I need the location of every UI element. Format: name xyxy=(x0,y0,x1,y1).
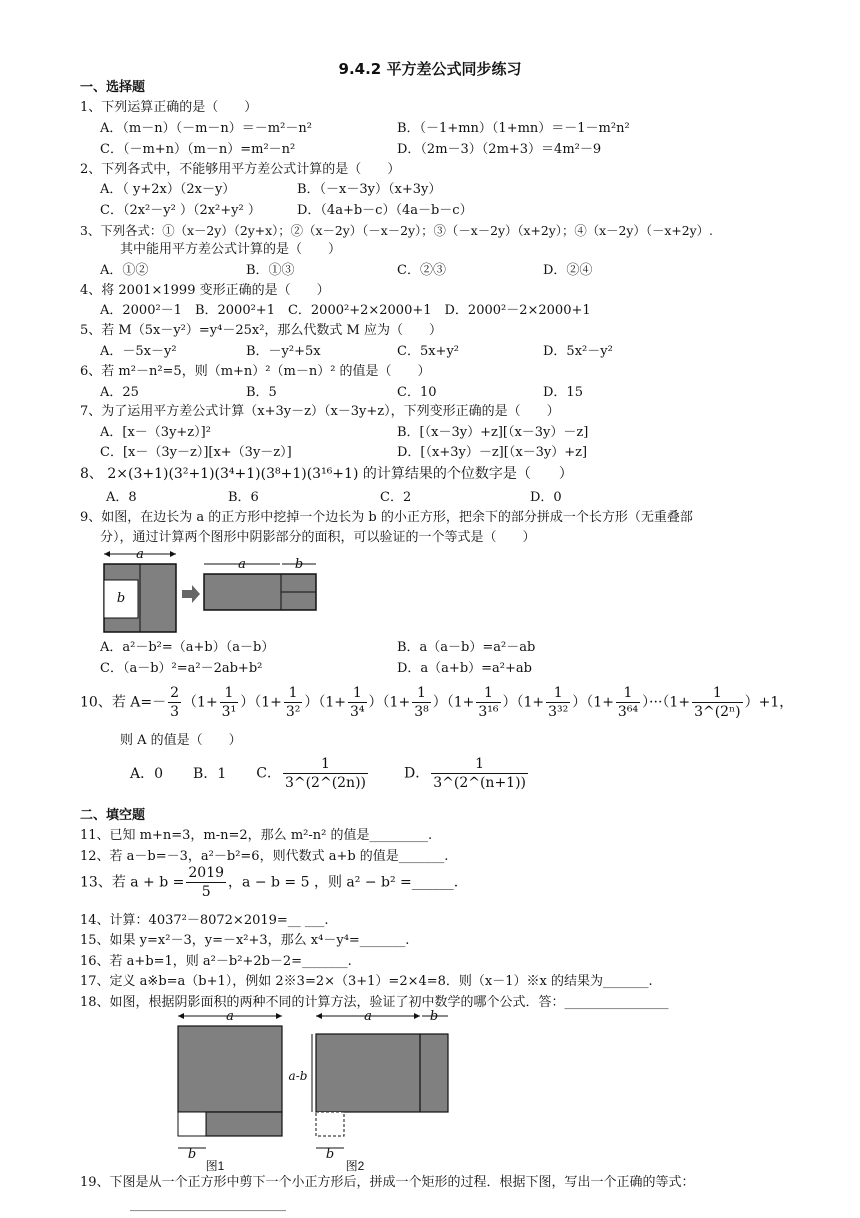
q10-factor-4 xyxy=(412,684,431,721)
q7-option-c: C．[x－（3y－z）][x+（3y－z）] xyxy=(100,445,292,460)
q9-arrow-icon xyxy=(182,585,200,603)
q3-stem: 3、下列各式：①（x－2y）（2y+x）；②（x－2y）（－x－2y）；③（－x－2y）（x+2y）；④（x－2y）（－x+2y）. xyxy=(80,223,713,238)
q10-factor-4-pre: （1+ xyxy=(382,694,411,711)
q9-figure xyxy=(100,546,320,636)
q6-option-c: C．10 xyxy=(397,385,437,400)
q1-option-b: B．（－1+mn）（1+mn）＝－1－m²n² xyxy=(397,121,630,136)
q10-factor-7-pre: （1+ xyxy=(586,694,614,711)
q10-factor-5 xyxy=(476,684,500,721)
q6-option-d: D．15 xyxy=(543,385,583,400)
q6-stem: 6、若 m²－n²=5，则（m+n）²（m－n）² 的值是（ ） xyxy=(80,364,431,379)
q10-factor-2-num: 1 xyxy=(284,684,303,703)
q10-option-d-frac xyxy=(431,755,528,792)
q5-option-a: A．－5x－y² xyxy=(100,344,177,359)
q3-option-d: D．②④ xyxy=(543,263,593,278)
q10-option-c-frac xyxy=(283,755,368,792)
q10-option-c-num: 1 xyxy=(283,755,368,774)
q9-stem-2: 分），通过计算两个图形中阴影部分的面积，可以验证的一个等式是（ ） xyxy=(100,530,536,545)
q10-factor-7-post: ）··· xyxy=(642,694,663,711)
q5-stem: 5、若 M（5x－y²）=y⁴－25x²，那么代数式 M 应为（ ） xyxy=(80,323,442,338)
q10-option-a: A．0 xyxy=(130,765,164,782)
q2-option-b: B．（－x－3y）（x+3y） xyxy=(297,182,442,197)
q14-stem: 14、计算：4037²－8072×2019=__ ___. xyxy=(80,913,329,928)
q18-fig1-cut xyxy=(178,1112,206,1136)
q8-option-a: A．8 xyxy=(106,490,137,505)
q10-factor-2 xyxy=(284,684,303,721)
q10-factor-6-post: ） xyxy=(572,694,587,711)
q10-option-c-den: 3^(2^(2n)) xyxy=(284,775,366,791)
q1-option-a: A．（m－n）（－m－n）＝－m²－n² xyxy=(100,121,312,136)
q10-factor-7 xyxy=(616,684,640,721)
q10-factor-3-num: 1 xyxy=(348,684,367,703)
q10-factor-6-pre: （1+ xyxy=(516,694,545,711)
q18-fig1-bottom-shade xyxy=(206,1112,282,1136)
q10-factor-8 xyxy=(692,684,743,721)
q10-factor-4-post: ） xyxy=(432,694,447,711)
q2-option-d: D．（4a+b－c）（4a－b－c） xyxy=(297,203,473,218)
q11-stem: 11、已知 m+n=3，m-n=2，那么 m²-n² 的值是_________. xyxy=(80,828,433,843)
q10-options xyxy=(130,755,530,792)
q10-f0-den: 3 xyxy=(170,704,180,720)
q10-factor-1-post: ） xyxy=(240,694,255,711)
q4-stem: 4、将 2001×1999 变形正确的是（ ） xyxy=(80,283,330,298)
q9-option-a: A．a²－b²=（a+b）（a－b） xyxy=(100,640,275,655)
q9-rect-label-b: b xyxy=(294,557,304,572)
q10-factor-8-pre: （1+ xyxy=(662,694,691,711)
q5-option-b: B．－y²+5x xyxy=(246,344,321,359)
q10-factor-2-pre: （1+ xyxy=(254,694,282,711)
q9-option-b: B．a（a－b）=a²－ab xyxy=(397,640,536,655)
q13-rest: ，a − b = 5 ，则 a² − b² =______. xyxy=(228,874,459,891)
q3-stem-2: 其中能用平方差公式计算的是（ ） xyxy=(120,242,342,257)
q18-fig1-label-a: a xyxy=(226,1009,234,1024)
q10-factor-4-num: 1 xyxy=(412,684,431,703)
q10-factor-8-num: 1 xyxy=(692,684,743,703)
q19-blank: ________________________ xyxy=(130,1197,286,1212)
q10-factor-6-den: 3³² xyxy=(548,704,569,720)
q3-option-b: B．①③ xyxy=(246,263,295,278)
q6-option-a: A．25 xyxy=(100,385,139,400)
q10-factor-5-den: 3¹⁶ xyxy=(478,704,499,720)
q2-option-a: A．（ y+2x）（2x－y） xyxy=(100,182,236,197)
q9-dim-arrow-right xyxy=(170,551,176,557)
q10-lead: 10、若 A=－ xyxy=(80,694,167,711)
q10-factor-4-den: 3⁸ xyxy=(414,704,429,720)
q10-f0-num: 2 xyxy=(170,685,180,701)
q8-option-b: B．6 xyxy=(228,490,259,505)
q3-option-c: C．②③ xyxy=(397,263,446,278)
q10-option-d-num: 1 xyxy=(431,755,528,774)
q19-stem: 19、下图是从一个正方形中剪下一个小正方形后，拼成一个矩形的过程．根据下图，写出一个正确的等式： xyxy=(80,1175,695,1190)
q10-option-d-den: 3^(2^(n+1)) xyxy=(433,775,527,791)
q13-lead: 13、若 a + b = xyxy=(80,874,185,891)
q7-option-b: B．[（x－3y）+z][（x－3y）－z] xyxy=(397,425,589,440)
q8-stem: 8、 2×(3+1)(3²+1)(3⁴+1)(3⁸+1)(3¹⁶+1) 的计算结果的个位数字是（ ） xyxy=(80,466,573,482)
q13-den: 5 xyxy=(201,884,211,900)
q2-option-c: C．（2x²－y² ）（2x²+y² ） xyxy=(100,203,261,218)
q5-option-c: C．5x+y² xyxy=(397,344,459,359)
q4-options: A．2000²－1 B．2000²+1 C．2000²+2×2000+1 D．2000²－2×2000+1 xyxy=(100,303,591,318)
q18-fig1-caption: 图1 xyxy=(205,1159,225,1172)
q10-factor-7-num: 1 xyxy=(616,684,640,703)
q18-fig2-label-b: b xyxy=(429,1009,439,1024)
q10-factor-6 xyxy=(546,684,570,721)
q17-stem: 17、定义 a※b=a（b+1），例如 2※3=2×（3+1）=2×4=8．则（x－1）※x 的结果为_______. xyxy=(80,974,653,989)
q3-option-a: A．①② xyxy=(100,263,149,278)
q16-stem: 16、若 a+b=1，则 a²－b²+2b－2=_______. xyxy=(80,954,352,969)
q10-stem-2: 则 A 的值是（ ） xyxy=(120,733,242,748)
q10-factor-2-den: 3² xyxy=(285,704,301,720)
q18-fig2-label-b2: b xyxy=(325,1147,335,1162)
q8-option-d: D．0 xyxy=(530,490,562,505)
section-fill-heading: 二、填空题 xyxy=(80,808,146,823)
q1-stem: 1、下列运算正确的是（ ） xyxy=(80,100,258,115)
q10-factor-2-post: ） xyxy=(304,694,319,711)
q9-label-b: b xyxy=(116,591,126,606)
q12-stem: 12、若 a－b=－3，a²－b²=6，则代数式 a+b 的值是_______. xyxy=(80,849,449,864)
q18-fig2-rect xyxy=(316,1034,448,1112)
q10-factor-3 xyxy=(348,684,367,721)
q10-expression xyxy=(80,684,793,721)
q13-fraction xyxy=(186,864,226,901)
page-title: 9.4.2 平方差公式同步练习 xyxy=(338,60,522,78)
q15-stem: 15、如果 y=x²－3，y=－x²+3，那么 x⁴－y⁴=_______. xyxy=(80,933,410,948)
q10-factor-1 xyxy=(220,684,239,721)
q18-fig2-caption: 图2 xyxy=(345,1159,365,1172)
q7-option-d: D．[（x+3y）－z][（x－3y）+z] xyxy=(397,445,588,460)
q13-num: 2019 xyxy=(188,865,225,881)
q10-option-b: B．1 xyxy=(193,765,227,782)
q6-option-b: B．5 xyxy=(246,385,277,400)
q18-fig2-label-a: a xyxy=(364,1009,372,1024)
q9-option-d: D．a（a+b）=a²+ab xyxy=(397,661,532,676)
q10-fraction-lead xyxy=(168,684,181,721)
q10-factor-3-den: 3⁴ xyxy=(350,704,365,720)
q9-label-a: a xyxy=(136,547,144,562)
q18-figures xyxy=(170,1008,470,1172)
q10-factor-3-post: ） xyxy=(368,694,383,711)
q18-fig1-label-b: b xyxy=(187,1147,197,1162)
q10-factor-8-post: ）+1， xyxy=(744,694,794,711)
q10-factor-7-den: 3⁶⁴ xyxy=(617,704,639,720)
q2-stem: 2、下列各式中，不能够用平方差公式计算的是（ ） xyxy=(80,162,401,177)
q10-option-d: D． xyxy=(404,765,430,782)
q10-factor-1-pre: （1+ xyxy=(183,694,218,711)
q18-stem: 18、如图，根据阴影面积的两种不同的计算方法，验证了初中数学的哪个公式．答：________________ xyxy=(80,995,669,1010)
q1-option-c: C．（－m+n）（m－n）=m²－n² xyxy=(100,142,296,157)
q18-fig2-dashed-cut xyxy=(316,1112,344,1136)
q9-dim-arrow-left xyxy=(104,551,110,557)
q8-option-c: C．2 xyxy=(380,490,412,505)
section-choice-heading: 一、选择题 xyxy=(80,80,146,95)
q10-option-c: C． xyxy=(256,765,281,782)
q10-factor-1-den: 3¹ xyxy=(221,704,237,720)
q9-stem: 9、如图，在边长为 a 的正方形中挖掉一个边长为 b 的小正方形，把余下的部分拼成一个长方形（无重叠部 xyxy=(80,510,693,525)
q13-stem xyxy=(80,864,458,901)
q5-option-d: D．5x²－y² xyxy=(543,344,613,359)
q10-factor-5-pre: （1+ xyxy=(446,694,475,711)
q9-option-c: C．（a－b）²=a²－2ab+b² xyxy=(100,661,263,676)
q10-factor-3-pre: （1+ xyxy=(318,694,347,711)
q10-factor-1-num: 1 xyxy=(220,684,239,703)
q10-factor-8-den: 3^(2ⁿ) xyxy=(694,704,741,720)
q1-option-d: D．（2m－3）（2m+3）＝4m²－9 xyxy=(397,142,602,157)
q18-fig1-top-shade xyxy=(178,1026,282,1112)
q9-rect-label-a: a xyxy=(238,557,246,572)
q10-factor-5-post: ） xyxy=(502,694,517,711)
q10-factor-5-num: 1 xyxy=(476,684,500,703)
q7-option-a: A．[x－（3y+z）]² xyxy=(100,425,211,440)
q18-fig2-label-ab: a-b xyxy=(288,1069,308,1083)
q10-factor-6-num: 1 xyxy=(546,684,570,703)
q7-stem: 7、为了运用平方差公式计算（x+3y－z）（x－3y+z），下列变形正确的是（ ） xyxy=(80,404,560,419)
